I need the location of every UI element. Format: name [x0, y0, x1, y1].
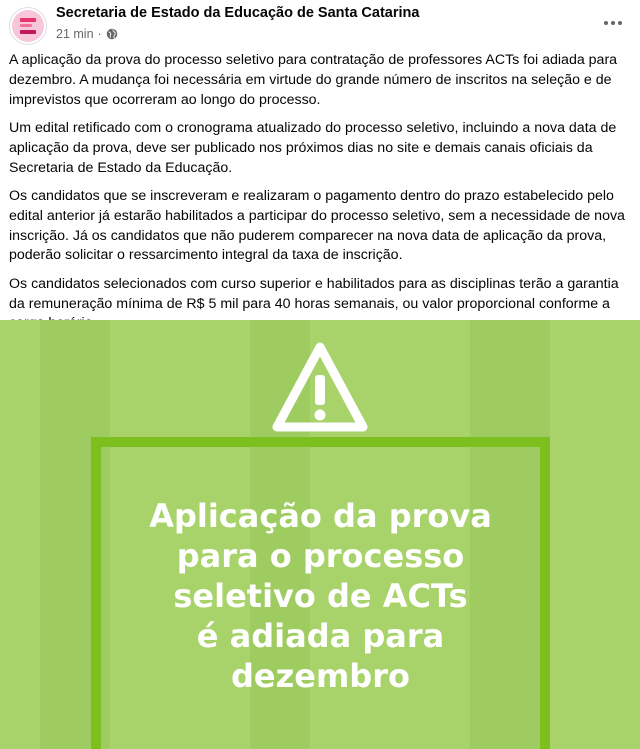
globe-icon — [106, 28, 118, 40]
page-name-link[interactable]: Secretaria de Estado da Educação de Santa Catarina — [56, 5, 420, 21]
warning-triangle-icon — [271, 341, 369, 435]
headline-line: para o processo — [176, 537, 465, 575]
post-paragraph: Os candidatos que se inscreveram e realizaram o pagamento dentro do prazo estabelecido pelo edital anterior já estarão habilitados a participar do processo seletivo, sem a necessidade de nova inscrição. Já os candidatos que não puderem comparecer na nova data de aplicação da prova, poderão solicitar o ressarcimento integral da taxa de inscrição. — [9, 187, 625, 264]
image-headline — [101, 496, 540, 696]
post-header — [0, 0, 640, 50]
post-body — [9, 51, 631, 343]
post-meta — [56, 27, 118, 41]
post-paragraph: Um edital retificado com o cronograma atualizado do processo seletivo, incluindo a nova data de aplicação da prova, deve ser publicado nos próximos dias no site e demais canais oficiais da Secretaria de Estado da Educação. — [9, 119, 617, 176]
headline-line: Aplicação da prova — [149, 497, 492, 535]
headline-line: é adiada para — [196, 617, 445, 655]
headline-line: seletivo de ACTs — [173, 577, 468, 615]
page-avatar[interactable] — [9, 7, 47, 45]
post-timestamp[interactable]: 21 min — [56, 27, 94, 41]
more-horizontal-icon — [603, 20, 623, 26]
avatar-logo — [12, 10, 44, 42]
headline-line: dezembro — [231, 657, 410, 695]
post-paragraph: A aplicação da prova do processo seletivo para contratação de professores ACTs foi adiada para dezembro. A mudança foi necessária em virtude do grande número de inscritos na seleção e de imprevistos que ocorreram ao longo do processo. — [9, 52, 618, 108]
post-image[interactable] — [0, 320, 640, 749]
post-paragraph: Os candidatos selecionados com curso superior e habilitados para as disciplinas terão a garantia da remuneração mínima de R$ 5 mil para 40 horas semanais, ou valor proporcional conforme a — [9, 275, 619, 312]
meta-separator: · — [97, 27, 102, 41]
more-options-button[interactable] — [596, 10, 630, 36]
